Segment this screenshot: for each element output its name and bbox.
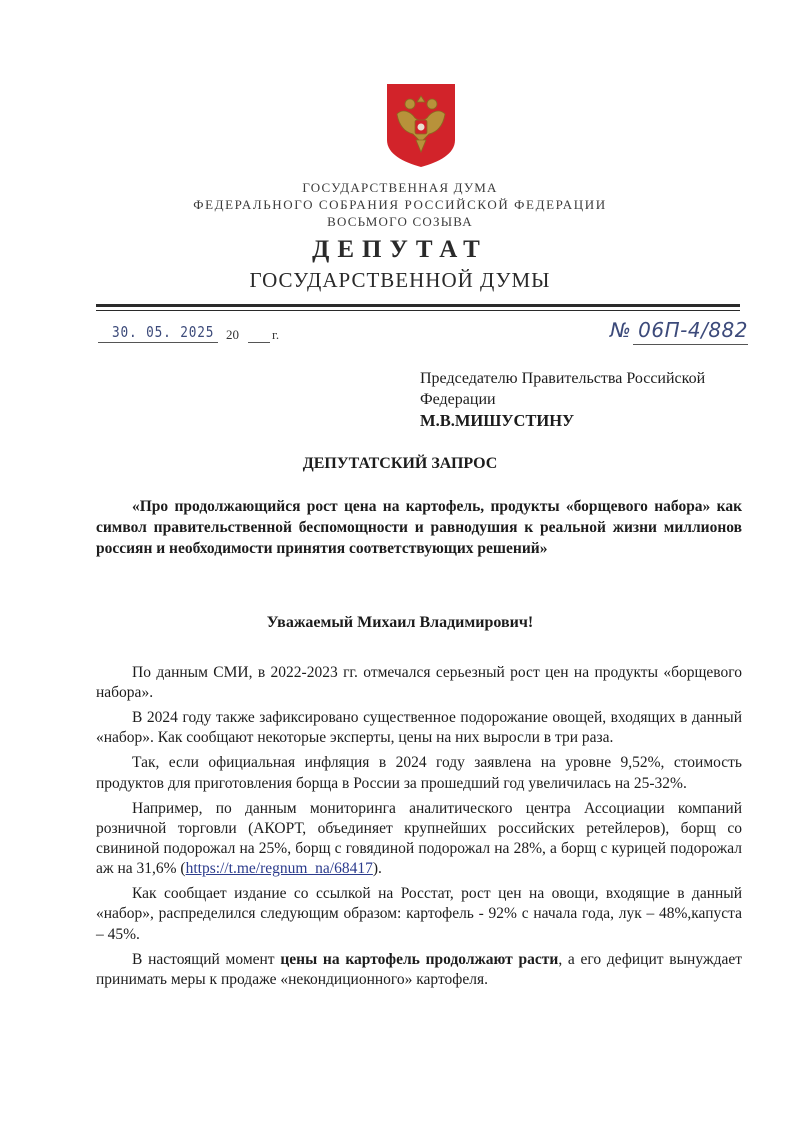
paragraph-5: Как сообщает издание со ссылкой на Росстат, рост цен на овощи, входящие в данный «набор», распределился следующим образом: картофель - 92% с начала года, лук – 48%,капуста – 45%. [96, 885, 742, 943]
paragraph-4-end: ). [372, 860, 382, 878]
letter-body [96, 663, 742, 995]
date-suffix: г. [272, 327, 280, 342]
handwritten-date: 30. 05. 2025 [112, 323, 215, 341]
letterhead-convocation: ВОСЬМОГО СОЗЫВА [327, 214, 473, 229]
addressee-position-cont: Федерации [420, 391, 496, 408]
paragraph-6-start: В настоящий момент [132, 950, 281, 968]
addressee-block [420, 368, 770, 431]
date-year-prefix: 20 [226, 327, 239, 342]
year-underline [248, 342, 270, 343]
letterhead-deputat: ДЕПУТАТ [312, 236, 488, 263]
addressee-name: М.В.МИШУСТИНУ [420, 411, 575, 430]
paragraph-1: По данным СМИ, в 2022-2023 гг. отмечался серьезный рост цен на продукты «борщевого набора». [96, 664, 742, 702]
header-rule-thick [96, 304, 740, 307]
date-underline [98, 342, 218, 343]
paragraph-2: В 2024 году также зафиксировано существенное подорожание овощей, входящих в данный «набор». Как сообщают некоторые эксперты, цены на них выросли в три раза. [96, 709, 742, 747]
greeting: Уважаемый Михаил Владимирович! [266, 614, 534, 631]
paragraph-6-emphasis: цены на картофель продолжают расти [280, 950, 559, 968]
reference-number: № 06П-4/882 [610, 318, 748, 342]
subject-text: «Про продолжающийся рост цена на картофель, продукты «борщевого набора» как символ правительственной беспомощности и равнодушия к реальной жизни миллионов россиян и необходимости принятия соответствующих решений» [96, 498, 742, 557]
russian-coat-of-arms-icon [383, 82, 459, 168]
addressee-position: Председателю Правительства Российской [420, 370, 706, 387]
letterhead-duma: ГОСУДАРСТВЕННАЯ ДУМА [302, 180, 498, 195]
letterhead-federal-assembly: ФЕДЕРАЛЬНОГО СОБРАНИЯ РОССИЙСКОЙ ФЕДЕРАЦИИ [193, 197, 607, 212]
paragraph-4-text: Например, по данным мониторинга аналитического центра Ассоциации компаний розничной торговли (АКОРТ, объединяет крупнейших российских ретейлеров), борщ со свининой подорожал на 25%, борщ с говядиной подорожал на 28%, а борщ с курицей подорожал аж на 31,6% ( [96, 799, 742, 878]
letterhead-state-duma: ГОСУДАРСТВЕННОЙ ДУМЫ [249, 268, 551, 292]
reference-underline [633, 344, 748, 345]
date-line [98, 322, 288, 346]
paragraph-4 [96, 799, 742, 880]
paragraph-6 [96, 950, 742, 990]
request-subject [96, 496, 742, 559]
document-title: ДЕПУТАТСКИЙ ЗАПРОС [302, 455, 498, 472]
header-rule-thin [96, 310, 740, 311]
source-link[interactable]: https://t.me/regnum_na/68417 [185, 860, 373, 878]
paragraph-6-end: , а его дефицит вынуждает принимать меры к продаже «некондиционного» картофеля. [96, 950, 742, 988]
paragraph-3: Так, если официальная инфляция в 2024 году заявлена на уровне 9,52%, стоимость продуктов для приготовления борща в России за прошедший год увеличилась на 25-32%. [96, 754, 742, 792]
